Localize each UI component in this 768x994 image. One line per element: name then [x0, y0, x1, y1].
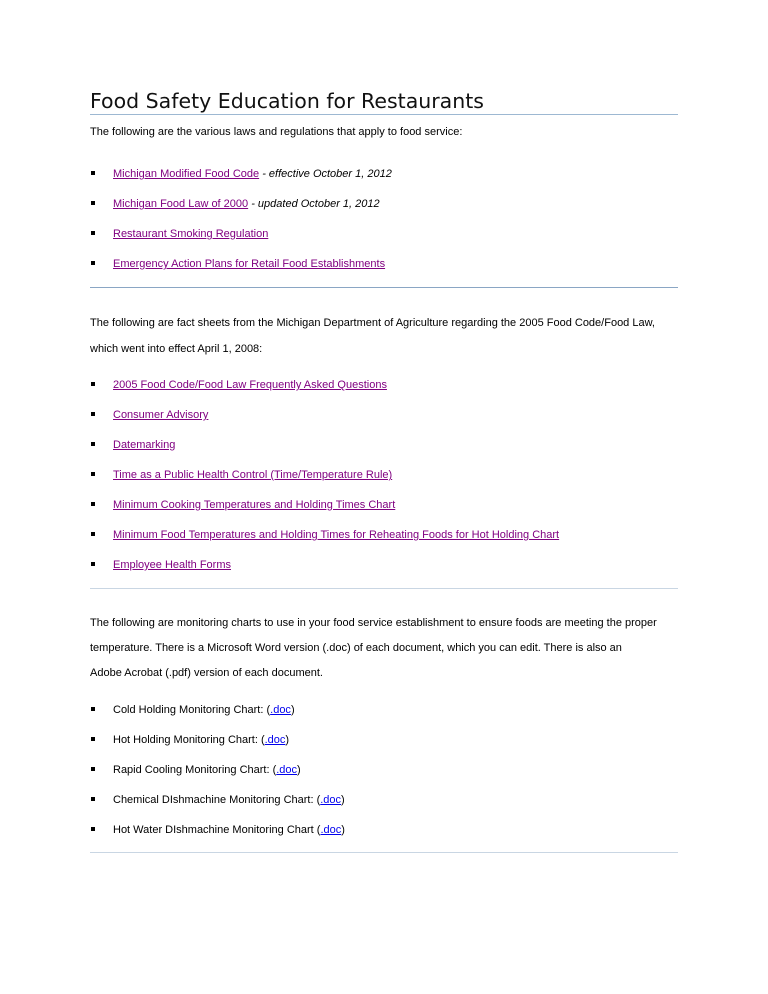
rapid-cooling-label: Rapid Cooling Monitoring Chart: (: [113, 764, 277, 776]
consumer-advisory-link[interactable]: Consumer Advisory: [113, 409, 209, 421]
list-item: [90, 702, 678, 732]
michigan-modified-food-code-link[interactable]: Michigan Modified Food Code: [113, 168, 260, 180]
hot-water-dishmachine-label: Hot Water DIshmachine Monitoring Chart (: [113, 824, 321, 836]
list-item: [90, 732, 678, 762]
list-item: [90, 557, 678, 587]
cold-holding-label: Cold Holding Monitoring Chart: (: [113, 704, 271, 716]
list-item: [90, 196, 678, 226]
close-paren: ): [290, 704, 295, 716]
list-item: [90, 407, 678, 437]
list-item: [90, 527, 678, 557]
hot-holding-label: Hot Holding Monitoring Chart: (: [113, 734, 265, 746]
reheating-foods-chart-link[interactable]: Minimum Food Temperatures and Holding Times for Reheating Foods for Hot Holding Chart: [113, 529, 560, 541]
laws-list: [90, 166, 678, 286]
fact-sheets-intro-line1: The following are fact sheets from the Michigan Department of Agriculture regarding the 2005 Food Code/Food Law,: [90, 317, 655, 329]
list-item: [90, 497, 678, 527]
list-item: [90, 467, 678, 497]
section-divider: [90, 588, 678, 589]
laws-intro: The following are the various laws and regulations that apply to food service:: [90, 126, 463, 138]
datemarking-link[interactable]: Datemarking: [113, 439, 176, 451]
michigan-food-law-link[interactable]: Michigan Food Law of 2000: [113, 198, 249, 210]
monitoring-intro-line1: The following are monitoring charts to use in your food service establishment to ensure foods are meeting the proper: [90, 617, 657, 629]
list-item: [90, 377, 678, 407]
close-paren: ): [297, 764, 301, 776]
fact-sheets-list: [90, 377, 678, 587]
rapid-cooling-doc-link[interactable]: .doc: [276, 764, 298, 776]
list-item: [90, 256, 678, 286]
close-paren: ): [341, 824, 345, 836]
chemical-dishmachine-label: Chemical DIshmachine Monitoring Chart: (: [113, 794, 321, 806]
list-item: [90, 762, 678, 792]
list-item: [90, 792, 678, 822]
employee-health-forms-link[interactable]: Employee Health Forms: [113, 559, 231, 571]
minimum-cooking-temperatures-link[interactable]: Minimum Cooking Temperatures and Holding Times Chart: [113, 499, 396, 511]
hot-water-dishmachine-doc-link[interactable]: .doc: [320, 824, 342, 836]
list-item: [90, 437, 678, 467]
emergency-action-plans-link[interactable]: Emergency Action Plans for Retail Food Establishments: [113, 258, 386, 270]
close-paren: ): [341, 794, 345, 806]
close-paren: ): [285, 734, 290, 746]
time-public-health-control-link[interactable]: Time as a Public Health Control (Time/Temperature Rule): [113, 469, 393, 481]
food-code-faq-link[interactable]: 2005 Food Code/Food Law Frequently Asked Questions: [113, 379, 387, 391]
page-title: Food Safety Education for Restaurants: [90, 88, 678, 115]
monitoring-intro-line2: temperature. There is a Microsoft Word version (.doc) of each document, which you can edit. There is also an: [90, 642, 622, 654]
list-item: [90, 226, 678, 256]
monitoring-intro-line3: Adobe Acrobat (.pdf) version of each document.: [90, 667, 323, 679]
fact-sheets-intro-line2: which went into effect April 1, 2008:: [90, 343, 263, 355]
restaurant-smoking-regulation-link[interactable]: Restaurant Smoking Regulation: [113, 228, 269, 240]
monitoring-charts-list: [90, 702, 678, 852]
hot-holding-doc-link[interactable]: .doc: [264, 734, 286, 746]
chemical-dishmachine-doc-link[interactable]: .doc: [320, 794, 342, 806]
list-item: [90, 822, 678, 852]
section-divider: [90, 287, 678, 288]
section-divider: [90, 852, 678, 853]
list-item-note: - updated October 1, 2012: [248, 198, 380, 210]
list-item-note: - effective October 1, 2012: [259, 168, 392, 180]
list-item: [90, 166, 678, 196]
cold-holding-doc-link[interactable]: .doc: [270, 704, 291, 716]
